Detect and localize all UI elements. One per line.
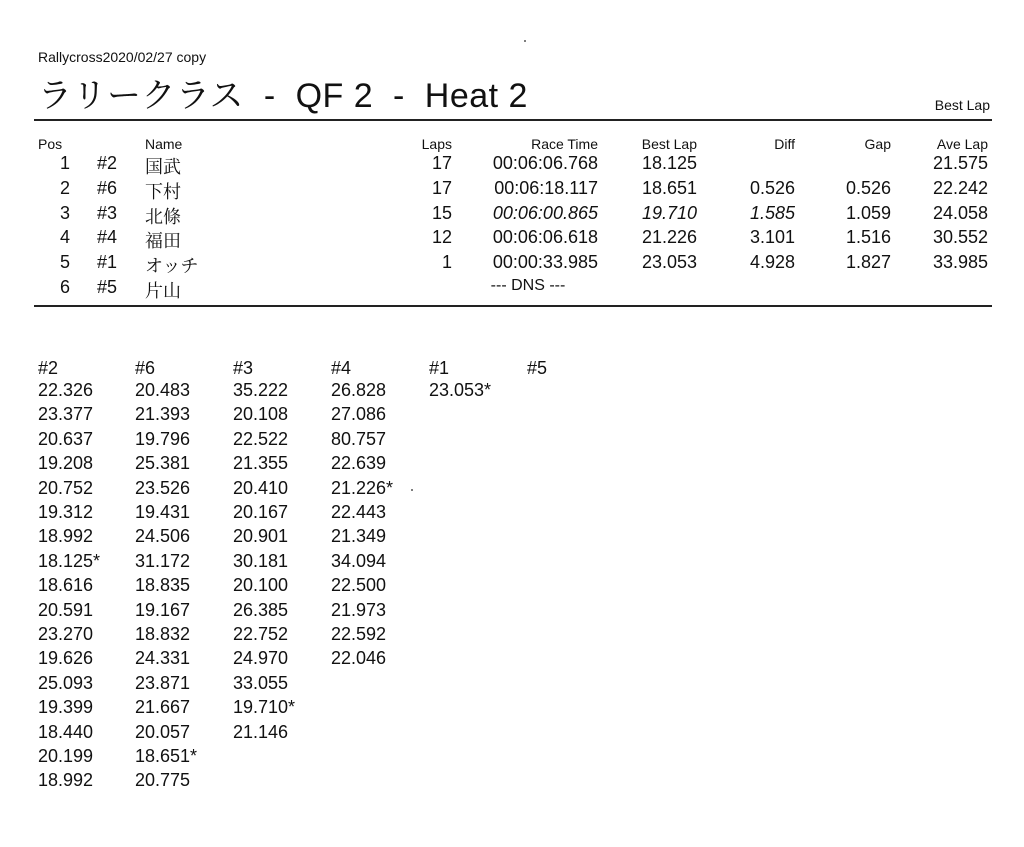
lap-time: 19.710* [233, 697, 296, 718]
car-number-cell: #2 [97, 153, 118, 173]
lap-time: 20.775 [135, 770, 191, 791]
lap-time: 20.100 [233, 575, 289, 596]
driver-name-cell: 国武 [145, 157, 181, 177]
lap-time: 24.331 [135, 648, 191, 669]
car-number-cell: #3 [97, 202, 118, 223]
race-time-cell: 00:06:06.768 [492, 153, 598, 173]
lap-time: 19.208 [38, 453, 94, 474]
best-lap-label: Best Lap [934, 97, 990, 113]
ave-lap-cell: 22.242 [932, 177, 988, 198]
lap-time: 19.626 [38, 648, 94, 669]
driver-name-cell: 北條 [145, 206, 181, 227]
car-number-cell: #4 [97, 227, 118, 248]
laps-cell: 12 [431, 227, 452, 248]
lap-time: 23.526 [135, 477, 191, 498]
lap-time: 21.146 [233, 721, 289, 742]
ave-lap-cell: 21.575 [932, 153, 988, 173]
gap-cell: 1.516 [845, 227, 891, 248]
lap-time: 19.312 [38, 502, 94, 522]
lap-time: 19.399 [38, 697, 94, 718]
lap-time: 21.355 [233, 453, 289, 474]
lap-time: 20.410 [233, 477, 289, 498]
best-lap-cell: 21.226 [641, 227, 697, 248]
lap-time: 22.326 [38, 380, 94, 400]
lap-time: 20.752 [38, 477, 94, 498]
lap-time: 20.637 [38, 428, 94, 449]
diff-cell: 3.101 [749, 227, 795, 248]
column-header: Best Lap [641, 136, 697, 152]
laps-cell: 1 [441, 252, 452, 273]
position-cell: 3 [59, 202, 70, 223]
ave-lap-cell: 24.058 [932, 202, 988, 223]
lap-time: 22.500 [331, 575, 387, 596]
lap-time: 26.385 [233, 599, 289, 620]
lap-time: 20.199 [38, 746, 94, 766]
lap-time: 25.093 [38, 672, 94, 693]
lap-time: 19.431 [135, 502, 191, 522]
lap-time: 19.167 [135, 599, 191, 620]
laps-cell: 15 [431, 202, 452, 223]
lap-time: 22.592 [331, 624, 387, 644]
lap-time: 80.757 [331, 428, 387, 449]
race-time-cell: 00:06:18.117 [494, 177, 598, 198]
column-header: Name [145, 136, 183, 152]
lap-time: 23.871 [135, 672, 191, 693]
lap-time: 20.483 [135, 380, 191, 400]
lap-column-header: #2 [38, 358, 59, 378]
lap-column-header: #5 [527, 358, 548, 378]
diff-cell: 4.928 [749, 252, 795, 273]
lap-time: 31.172 [135, 550, 191, 571]
lap-time: 22.443 [331, 502, 387, 522]
lap-time: 34.094 [331, 550, 387, 571]
driver-name-cell: オッチ [145, 256, 199, 277]
lap-time: 20.167 [233, 502, 289, 522]
diff-cell: 0.526 [749, 177, 795, 198]
gap-cell: 1.827 [845, 252, 891, 273]
ave-lap-cell: 33.985 [932, 252, 988, 273]
lap-time: 18.992 [38, 526, 94, 547]
lap-time: 33.055 [233, 672, 289, 693]
lap-time: 20.901 [233, 526, 289, 547]
lap-time: 18.835 [135, 575, 191, 596]
scan-speck [524, 40, 526, 42]
lap-time: 21.393 [135, 404, 191, 425]
column-header: Laps [421, 136, 452, 152]
car-number-cell: #6 [97, 177, 118, 198]
lap-time: 21.349 [331, 526, 387, 547]
best-lap-cell: 19.710 [641, 202, 697, 223]
diff-cell: 1.585 [749, 202, 795, 223]
lap-time: 23.270 [38, 624, 94, 644]
lap-time: 27.086 [331, 404, 387, 425]
lap-time: 30.181 [233, 550, 289, 571]
race-time-cell: 00:00:33.985 [492, 252, 598, 273]
position-cell: 4 [59, 227, 70, 248]
column-header: Race Time [531, 136, 598, 152]
position-cell: 6 [59, 277, 70, 297]
best-lap-cell: 18.125 [641, 153, 697, 173]
lap-time: 22.752 [233, 624, 289, 644]
ave-lap-cell: 30.552 [932, 227, 988, 248]
header-divider [34, 119, 992, 121]
driver-name-cell: 下村 [145, 181, 181, 202]
lap-time: 22.639 [331, 453, 387, 474]
results-divider [34, 305, 992, 307]
event-subtitle: Rallycross2020/02/27 copy [38, 49, 207, 65]
column-header: Gap [864, 136, 891, 152]
lap-column-header: #4 [331, 358, 352, 378]
scan-speck [411, 489, 413, 491]
column-header: Pos [38, 136, 63, 152]
lap-time: 22.046 [331, 648, 387, 669]
best-lap-cell: 18.651 [641, 177, 697, 198]
position-cell: 1 [59, 153, 70, 173]
lap-time: 24.970 [233, 648, 289, 669]
lap-time: 22.522 [233, 428, 289, 449]
lap-time: 18.616 [38, 575, 94, 596]
lap-time: 18.651* [135, 746, 198, 766]
lap-time: 26.828 [331, 380, 387, 400]
lap-time: 20.591 [38, 599, 94, 620]
lap-time: 20.108 [233, 404, 289, 425]
best-lap-cell: 23.053 [641, 252, 697, 273]
lap-time: 24.506 [135, 526, 191, 547]
lap-time: 18.832 [135, 624, 191, 644]
lap-time: 35.222 [233, 380, 289, 400]
car-number-cell: #1 [97, 252, 118, 273]
driver-name-cell: 福田 [145, 231, 181, 252]
laps-cell: 17 [431, 153, 452, 173]
lap-time: 21.973 [331, 599, 387, 620]
lap-time: 20.057 [135, 721, 191, 742]
lap-column-header: #1 [429, 358, 450, 378]
race-time-cell: 00:06:06.618 [492, 227, 598, 248]
page-title: ラリークラス - QF 2 - Heat 2 [38, 77, 528, 115]
lap-time: 18.125* [38, 550, 101, 571]
column-header: Diff [774, 136, 795, 152]
lap-time: 21.667 [135, 697, 191, 718]
lap-time: 18.992 [38, 770, 94, 791]
lap-time: 18.440 [38, 721, 94, 742]
laps-cell: 17 [431, 177, 452, 198]
lap-time: 23.053* [429, 380, 492, 400]
gap-cell: 0.526 [845, 177, 891, 198]
race-time-cell: 00:06:00.865 [492, 202, 598, 223]
lap-time: 21.226* [331, 477, 394, 498]
gap-cell: 1.059 [845, 202, 891, 223]
column-header: Ave Lap [936, 136, 988, 152]
lap-time: 19.796 [135, 428, 191, 449]
position-cell: 5 [59, 252, 70, 273]
lap-time: 23.377 [38, 404, 94, 425]
race-time-cell: --- DNS --- [490, 277, 566, 294]
driver-name-cell: 片山 [145, 281, 181, 301]
lap-column-header: #3 [233, 358, 254, 378]
position-cell: 2 [59, 177, 70, 198]
car-number-cell: #5 [97, 277, 118, 297]
lap-time: 25.381 [135, 453, 191, 474]
lap-column-header: #6 [135, 358, 156, 378]
